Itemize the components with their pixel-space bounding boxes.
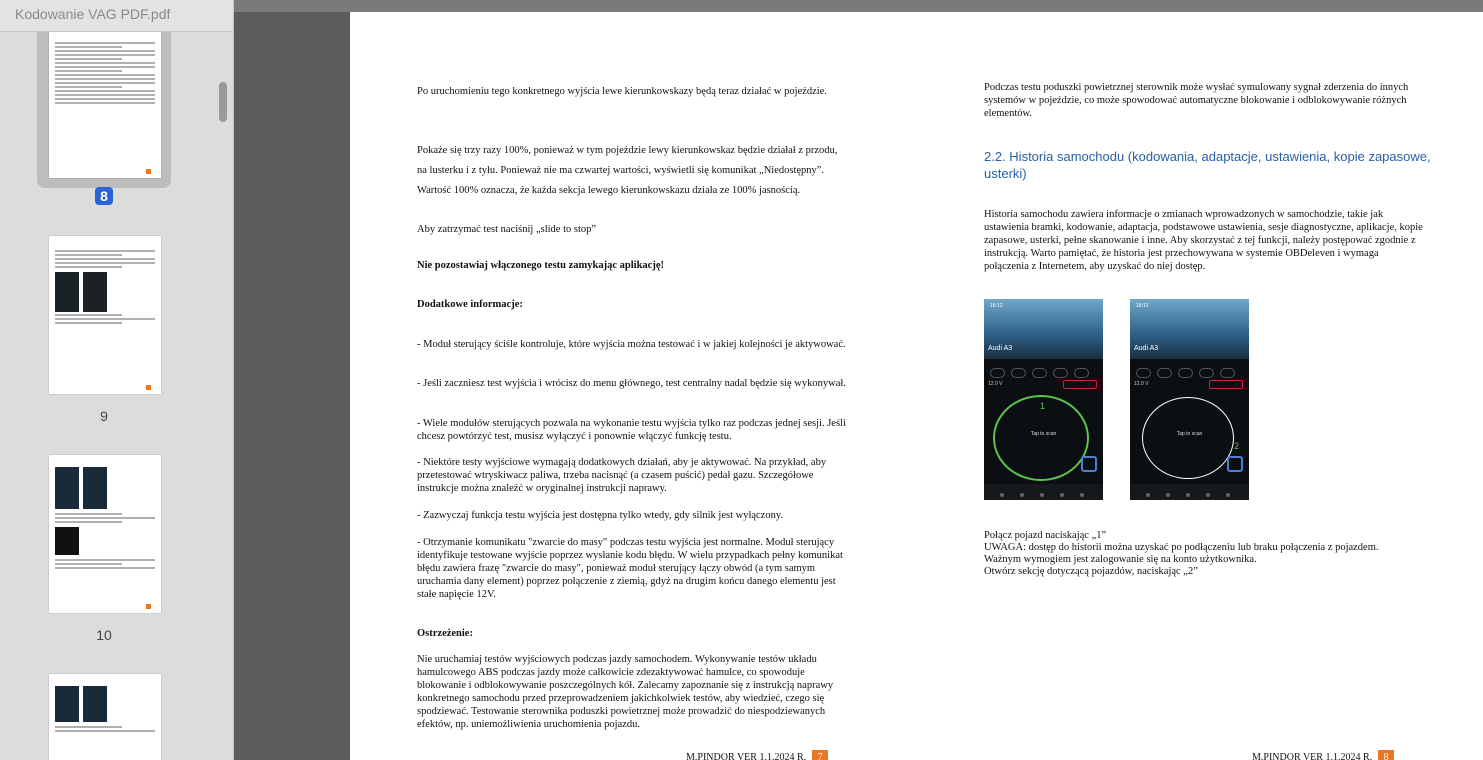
- page-number-badge: 7: [812, 750, 828, 760]
- list-item: - Moduł sterujący ściśle kontroluje, które wyjścia można testować i w jakiej kolejności je aktywować.: [417, 339, 846, 350]
- section-heading: 2.2. Historia samochodu (kodowania, adaptacje, ustawienia, kopie zapasowe, usterki): [984, 149, 1431, 181]
- page-footer: [1252, 750, 1394, 760]
- caution-text: Nie uruchamiaj testów wyjściowych podczas jazdy samochodem. Wykonywanie testów układu hamulcowego ABS podczas jazdy może całkowicie zdezaktywować hamulce, co spowoduje blokowanie i odblokowywanie poszczególnych kół. Zalecamy zapoznanie się z instrukcją naprawy konkretnego samochodu przed przeprowadzeniem jakichkolwiek testów, aby wiedzieć, czego się spodziewać. Testowanie sterownika poduszki powietrznej może prowadzić do niespodziewanych efektów, np. uniemożliwienia uruchomienia pojazdu.: [417, 654, 834, 730]
- list-item: - Zazwyczaj funkcja testu wyjścia jest dostępna tylko wtedy, gdy silnik jest wyłączony.: [417, 510, 784, 521]
- bottom-nav: [984, 484, 1103, 500]
- thumbnail-page-10[interactable]: [37, 455, 171, 615]
- app-screenshot-2: [1130, 299, 1249, 500]
- pdf-page-8: [860, 12, 1483, 760]
- pdf-page-7: [350, 12, 860, 760]
- car-name: Audi A3: [988, 345, 1013, 352]
- footer-text: M.PINDOR VER 1.1.2024 R.: [1252, 752, 1373, 760]
- status-time: 18:12: [1136, 303, 1149, 309]
- top-edge: [234, 0, 1483, 12]
- document-view[interactable]: [234, 0, 1483, 760]
- garage-icon: [1227, 456, 1243, 472]
- thumbnail-image: [49, 455, 161, 613]
- quick-actions: [1136, 365, 1243, 375]
- thumbnail-label[interactable]: 9: [100, 408, 108, 424]
- disconnect-badge: [1063, 380, 1097, 389]
- thumbnail-image: [49, 674, 161, 760]
- document-title: Kodowanie VAG PDF.pdf: [0, 0, 233, 32]
- app-screenshot-1: [984, 299, 1103, 500]
- paragraph: Podczas testu poduszki powietrznej sterownik może wysłać symulowany sygnał zderzenia do innych systemów w pojeździe, co może spowodować automatyczne blokowanie i odblokowywanie różnych elementów.: [984, 82, 1409, 119]
- list-item: - Jeśli zaczniesz test wyjścia i wrócisz do menu głównego, test centralny nadal będzie się wykonywał.: [417, 378, 846, 389]
- section-heading: Dodatkowe informacje:: [417, 299, 523, 310]
- caution-heading: Ostrzeżenie:: [417, 628, 473, 639]
- note-line: Połącz pojazd naciskając „1”: [984, 530, 1107, 541]
- paragraph: Aby zatrzymać test naciśnij „slide to stop”: [417, 224, 597, 235]
- note-line: UWAGA: dostęp do historii można uzyskać po podłączeniu lub braku połączenia z pojazdem.: [984, 542, 1379, 553]
- paragraph: Po uruchomieniu tego konkretnego wyjścia lewe kierunkowskazy będą teraz działać w pojeździe.: [417, 86, 827, 97]
- step-marker: 1: [1040, 401, 1046, 411]
- list-item: - Wiele modułów sterujących pozwala na wykonanie testu wyjścia tylko raz podczas jednej sesji. Jeśli chcesz powtórzyć test, musisz wyłączyć i ponownie włączyć funkcję testu.: [417, 418, 846, 442]
- thumbnail-label[interactable]: 8: [37, 188, 171, 204]
- list-item: - Otrzymanie komunikatu "zwarcie do masy" podczas testu wyjścia jest normalne. Moduł sterujący identyfikuje testowane wyjście poprzez wysłanie kodu błędu. W wielu przypadkach pełny komunikat błędu zawiera frazę "zwarcie do masy", ponieważ moduł sterujący łączy obwód (a tym samym uruchamia dany element) poprzez połączenie z ziemią, gdyż na drugim końcu danego elementu jest stałe napięcie 12V.: [417, 537, 843, 600]
- page-number-badge: 8: [1378, 750, 1394, 760]
- garage-icon: [1081, 456, 1097, 472]
- scan-circle: [1142, 397, 1234, 479]
- thumbnail-label[interactable]: 10: [96, 627, 112, 643]
- voltage: 12.0 V: [988, 381, 1003, 387]
- status-time: 18:12: [990, 303, 1003, 309]
- thumbnail-page-11[interactable]: [37, 674, 171, 760]
- tap-to-scan: Tap to scan: [1176, 431, 1203, 437]
- sidebar-scrollbar[interactable]: [219, 82, 227, 122]
- tap-to-scan: Tap to scan: [1030, 431, 1057, 437]
- step-marker: 2: [1233, 441, 1239, 451]
- note-line: Ważnym wymogiem jest zalogowanie się na konto użytkownika.: [984, 554, 1257, 565]
- paragraph: Historia samochodu zawiera informacje o zmianach wprowadzonych w samochodzie, takie jak ustawienia bramki, kodowanie, adaptacja, podstawowe ustawienia, sesje diagnostyczne, aplikacje, kopie zapasowe, usterki, pełne skanowanie i inne. Aby skorzystać z tej funkcji, należy postępować zgodnie z instrukcją. Warto pamiętać, że historia jest przechowywana w systemie OBDeleven i wymaga połączenia z Internetem, aby uzyskać do niej dostęp.: [984, 209, 1423, 272]
- warning-text: Nie pozostawiaj włączonego testu zamykając aplikację!: [417, 260, 664, 271]
- page-footer: [686, 750, 828, 760]
- thumbnail-page-9[interactable]: [37, 236, 171, 396]
- quick-actions: [990, 365, 1097, 375]
- paragraph: Pokaże się trzy razy 100%, ponieważ w tym pojeździe lewy kierunkowskaz będzie działał z przodu, na lusterku i z tyłu. Ponieważ nie ma czwartej wartości, wyświetli się komunikat „Niedostępny”. Wartość 100% oznacza, że każda sekcja lewego kierunkowskazu działa ze 100% jasnością.: [417, 145, 838, 196]
- disconnect-badge: [1209, 380, 1243, 389]
- list-item: - Niektóre testy wyjściowe wymagają dodatkowych działań, aby je aktywować. Na przykład, aby przetestować wtryskiwacz paliwa, trzeba nacisnąć (a czasem puścić) pedał gazu. Szczegółowe instrukcje można znaleźć w oryginalnej instrukcji naprawy.: [417, 457, 827, 494]
- thumbnail-sidebar: [0, 0, 234, 760]
- bottom-nav: [1130, 484, 1249, 500]
- note-line: Otwórz sekcję dotyczącą pojazdów, naciskając „2”: [984, 566, 1198, 577]
- footer-text: M.PINDOR VER 1.1.2024 R.: [686, 752, 807, 760]
- car-name: Audi A3: [1134, 345, 1159, 352]
- thumbnail-image: [49, 236, 161, 394]
- voltage: 12.0 V: [1134, 381, 1149, 387]
